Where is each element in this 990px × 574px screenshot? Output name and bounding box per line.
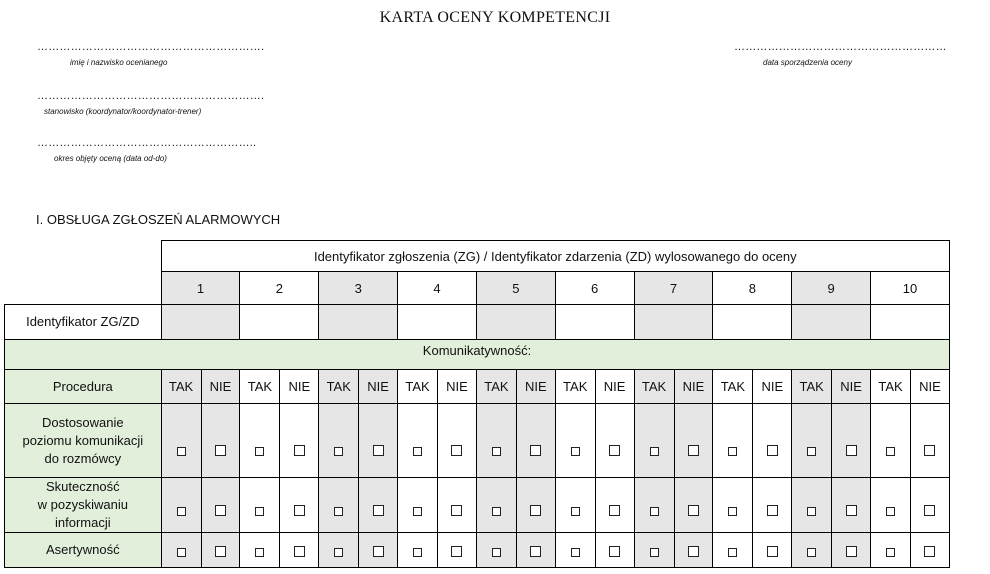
yes-column-header: TAK	[871, 370, 911, 404]
yes-checkbox[interactable]	[571, 447, 580, 456]
no-checkbox-cell	[832, 478, 871, 533]
no-checkbox[interactable]	[530, 505, 541, 516]
no-checkbox-cell	[832, 404, 871, 478]
no-checkbox[interactable]	[924, 445, 935, 456]
yes-column-header: TAK	[240, 370, 280, 404]
no-checkbox[interactable]	[451, 505, 462, 516]
yes-checkbox-cell	[555, 533, 595, 568]
date-field[interactable]	[734, 41, 947, 67]
identifier-input-cell[interactable]	[319, 305, 398, 340]
no-checkbox[interactable]	[215, 505, 226, 516]
criterion-label	[5, 533, 162, 568]
case-number-header: 4	[398, 272, 477, 305]
position-caption: stanowisko (koordynator/koordynator-trener)	[44, 107, 202, 116]
yes-checkbox-cell	[713, 404, 753, 478]
period-field[interactable]	[37, 137, 257, 163]
yes-checkbox[interactable]	[571, 507, 580, 516]
yes-column-header: TAK	[161, 370, 201, 404]
criterion-label-line: do rozmówcy	[44, 450, 122, 466]
yes-checkbox-cell	[240, 404, 280, 478]
no-column-header: NIE	[359, 370, 398, 404]
case-number-header: 2	[240, 272, 319, 305]
yes-checkbox[interactable]	[807, 447, 816, 456]
no-checkbox-cell	[753, 478, 792, 533]
yes-checkbox-cell	[161, 533, 201, 568]
yes-checkbox-cell	[240, 533, 280, 568]
yes-column-header: TAK	[713, 370, 753, 404]
yes-column-header: TAK	[792, 370, 832, 404]
yes-checkbox-cell	[319, 404, 359, 478]
criterion-row	[5, 404, 950, 478]
yes-checkbox[interactable]	[492, 447, 501, 456]
yes-checkbox-cell	[871, 478, 911, 533]
yes-checkbox[interactable]	[334, 507, 343, 516]
criterion-label	[5, 404, 162, 478]
section-heading: I. OBSŁUGA ZGŁOSZEŃ ALARMOWYCH	[36, 212, 281, 227]
yes-checkbox[interactable]	[728, 548, 737, 557]
no-checkbox-cell	[674, 478, 713, 533]
yes-checkbox-cell	[713, 478, 753, 533]
case-number-header: 5	[476, 272, 555, 305]
corner-blank	[5, 272, 162, 305]
no-checkbox-cell	[910, 533, 949, 568]
yes-checkbox[interactable]	[807, 507, 816, 516]
no-checkbox[interactable]	[688, 546, 699, 557]
no-checkbox[interactable]	[767, 445, 778, 456]
identifier-input-cell[interactable]	[161, 305, 240, 340]
no-checkbox[interactable]	[215, 546, 226, 557]
identifier-input-cell[interactable]	[398, 305, 477, 340]
yes-column-header: TAK	[398, 370, 438, 404]
no-checkbox-cell	[595, 404, 634, 478]
no-checkbox-cell	[674, 533, 713, 568]
no-column-header: NIE	[910, 370, 949, 404]
yes-checkbox[interactable]	[255, 548, 264, 557]
yes-checkbox-cell	[240, 478, 280, 533]
no-column-header: NIE	[753, 370, 792, 404]
criterion-label-line: w pozyskiwaniu	[37, 497, 128, 512]
yes-checkbox-cell	[634, 533, 674, 568]
yes-checkbox-cell	[319, 478, 359, 533]
procedure-label: Procedura	[5, 370, 162, 404]
no-checkbox-cell	[516, 533, 555, 568]
identifier-input-cell[interactable]	[240, 305, 319, 340]
yes-checkbox-cell	[476, 533, 516, 568]
no-checkbox[interactable]	[609, 445, 620, 456]
no-column-header: NIE	[438, 370, 477, 404]
yes-checkbox-cell	[792, 533, 832, 568]
yes-checkbox-cell	[871, 533, 911, 568]
no-checkbox[interactable]	[451, 546, 462, 557]
yes-checkbox[interactable]	[255, 507, 264, 516]
no-checkbox-cell	[438, 533, 477, 568]
no-column-header: NIE	[832, 370, 871, 404]
case-number-header: 7	[634, 272, 713, 305]
criterion-label-line: Skuteczność	[45, 479, 120, 494]
assessment-table	[4, 240, 950, 568]
identifier-row-label: Identyfikator ZG/ZD	[5, 305, 162, 340]
yes-checkbox[interactable]	[334, 447, 343, 456]
yes-checkbox-cell	[871, 404, 911, 478]
no-checkbox-cell	[201, 404, 240, 478]
yes-checkbox[interactable]	[255, 447, 264, 456]
no-checkbox[interactable]	[373, 445, 384, 456]
no-checkbox-cell	[516, 478, 555, 533]
no-checkbox-cell	[201, 478, 240, 533]
criterion-label-line: poziomu komunikacji	[22, 432, 144, 448]
yes-checkbox-cell	[476, 404, 516, 478]
no-checkbox-cell	[280, 478, 319, 533]
yes-checkbox-cell	[634, 404, 674, 478]
no-checkbox[interactable]	[609, 505, 620, 516]
criterion-label-line: informacji	[54, 515, 111, 530]
position-field[interactable]	[37, 90, 265, 116]
no-column-header: NIE	[674, 370, 713, 404]
yes-column-header: TAK	[476, 370, 516, 404]
yes-checkbox-cell	[161, 404, 201, 478]
no-checkbox-cell	[201, 533, 240, 568]
period-dotted-line: …………………………………………………..	[37, 137, 257, 149]
yes-checkbox-cell	[319, 533, 359, 568]
period-caption: okres objęty oceną (data od-do)	[54, 154, 167, 163]
table-header: Identyfikator zgłoszenia (ZG) / Identyfikator zdarzenia (ZD) wylosowanego do oceny	[161, 241, 949, 272]
no-checkbox[interactable]	[373, 546, 384, 557]
case-number-header: 1	[161, 272, 240, 305]
yes-checkbox[interactable]	[177, 507, 186, 516]
yes-checkbox[interactable]	[886, 507, 895, 516]
yes-checkbox[interactable]	[650, 548, 659, 557]
no-checkbox-cell	[753, 533, 792, 568]
yes-checkbox[interactable]	[492, 548, 501, 557]
identifier-input-cell[interactable]	[713, 305, 792, 340]
no-checkbox[interactable]	[846, 445, 857, 456]
no-checkbox[interactable]	[767, 546, 778, 557]
yes-checkbox[interactable]	[413, 447, 422, 456]
no-checkbox[interactable]	[767, 505, 778, 516]
yes-checkbox-cell	[398, 533, 438, 568]
no-checkbox[interactable]	[294, 546, 305, 557]
identifier-input-cell[interactable]	[476, 305, 555, 340]
case-number-header: 10	[871, 272, 950, 305]
no-checkbox-cell	[910, 404, 949, 478]
no-checkbox[interactable]	[294, 505, 305, 516]
case-number-header: 8	[713, 272, 792, 305]
yes-column-header: TAK	[319, 370, 359, 404]
no-checkbox[interactable]	[373, 505, 384, 516]
no-checkbox-cell	[595, 533, 634, 568]
name-caption: imię i nazwisko ocenianego	[70, 58, 168, 67]
no-checkbox-cell	[438, 404, 477, 478]
criterion-label-line: Dostosowanie	[41, 414, 124, 430]
group-label: Komunikatywność:	[5, 340, 950, 370]
no-checkbox-cell	[595, 478, 634, 533]
no-checkbox[interactable]	[688, 445, 699, 456]
yes-checkbox[interactable]	[807, 548, 816, 557]
yes-checkbox-cell	[476, 478, 516, 533]
yes-checkbox[interactable]	[886, 447, 895, 456]
no-column-header: NIE	[201, 370, 240, 404]
no-checkbox[interactable]	[924, 546, 935, 557]
identifier-input-cell[interactable]	[555, 305, 634, 340]
yes-checkbox[interactable]	[650, 507, 659, 516]
no-column-header: NIE	[516, 370, 555, 404]
no-checkbox[interactable]	[846, 505, 857, 516]
no-checkbox-cell	[832, 533, 871, 568]
yes-checkbox[interactable]	[413, 548, 422, 557]
yes-checkbox-cell	[555, 404, 595, 478]
yes-checkbox[interactable]	[728, 507, 737, 516]
no-checkbox-cell	[359, 478, 398, 533]
case-number-header: 3	[319, 272, 398, 305]
no-checkbox[interactable]	[688, 505, 699, 516]
no-checkbox-cell	[516, 404, 555, 478]
yes-checkbox[interactable]	[177, 447, 186, 456]
no-checkbox-cell	[359, 404, 398, 478]
case-number-header: 9	[792, 272, 871, 305]
date-caption: data sporządzenia oceny	[763, 58, 852, 67]
criterion-label-line: Asertywność	[45, 542, 120, 557]
no-checkbox[interactable]	[530, 546, 541, 557]
yes-checkbox-cell	[792, 404, 832, 478]
no-checkbox[interactable]	[530, 445, 541, 456]
yes-checkbox-cell	[398, 478, 438, 533]
criterion-row	[5, 478, 950, 533]
corner-blank	[5, 241, 162, 272]
identifier-input-cell[interactable]	[634, 305, 713, 340]
no-checkbox-cell	[280, 533, 319, 568]
yes-checkbox[interactable]	[728, 447, 737, 456]
criterion-label	[5, 478, 162, 533]
yes-column-header: TAK	[555, 370, 595, 404]
yes-checkbox[interactable]	[334, 548, 343, 557]
no-checkbox[interactable]	[294, 445, 305, 456]
yes-checkbox-cell	[161, 478, 201, 533]
no-checkbox-cell	[674, 404, 713, 478]
no-checkbox[interactable]	[215, 445, 226, 456]
yes-checkbox[interactable]	[650, 447, 659, 456]
case-number-header: 6	[555, 272, 634, 305]
no-checkbox[interactable]	[846, 546, 857, 557]
document-title: KARTA OCENY KOMPETENCJI	[379, 9, 611, 26]
yes-checkbox-cell	[555, 478, 595, 533]
yes-checkbox[interactable]	[886, 548, 895, 557]
no-column-header: NIE	[280, 370, 319, 404]
no-checkbox-cell	[280, 404, 319, 478]
yes-checkbox[interactable]	[492, 507, 501, 516]
date-dotted-line: …………………………………………………	[734, 41, 947, 53]
identifier-input-cell[interactable]	[792, 305, 871, 340]
no-checkbox[interactable]	[609, 546, 620, 557]
yes-column-header: TAK	[634, 370, 674, 404]
no-checkbox-cell	[438, 478, 477, 533]
no-checkbox-cell	[753, 404, 792, 478]
name-dotted-line: …………………………………………………….	[37, 41, 265, 53]
no-checkbox-cell	[359, 533, 398, 568]
no-checkbox[interactable]	[451, 445, 462, 456]
yes-checkbox-cell	[634, 478, 674, 533]
name-field[interactable]	[37, 41, 265, 67]
yes-checkbox[interactable]	[571, 548, 580, 557]
yes-checkbox-cell	[398, 404, 438, 478]
yes-checkbox-cell	[713, 533, 753, 568]
yes-checkbox[interactable]	[413, 507, 422, 516]
position-dotted-line: …………………………………………………….	[37, 90, 265, 102]
no-checkbox-cell	[910, 478, 949, 533]
criterion-row	[5, 533, 950, 568]
no-column-header: NIE	[595, 370, 634, 404]
identifier-input-cell[interactable]	[871, 305, 950, 340]
yes-checkbox-cell	[792, 478, 832, 533]
no-checkbox[interactable]	[924, 505, 935, 516]
yes-checkbox[interactable]	[177, 548, 186, 557]
